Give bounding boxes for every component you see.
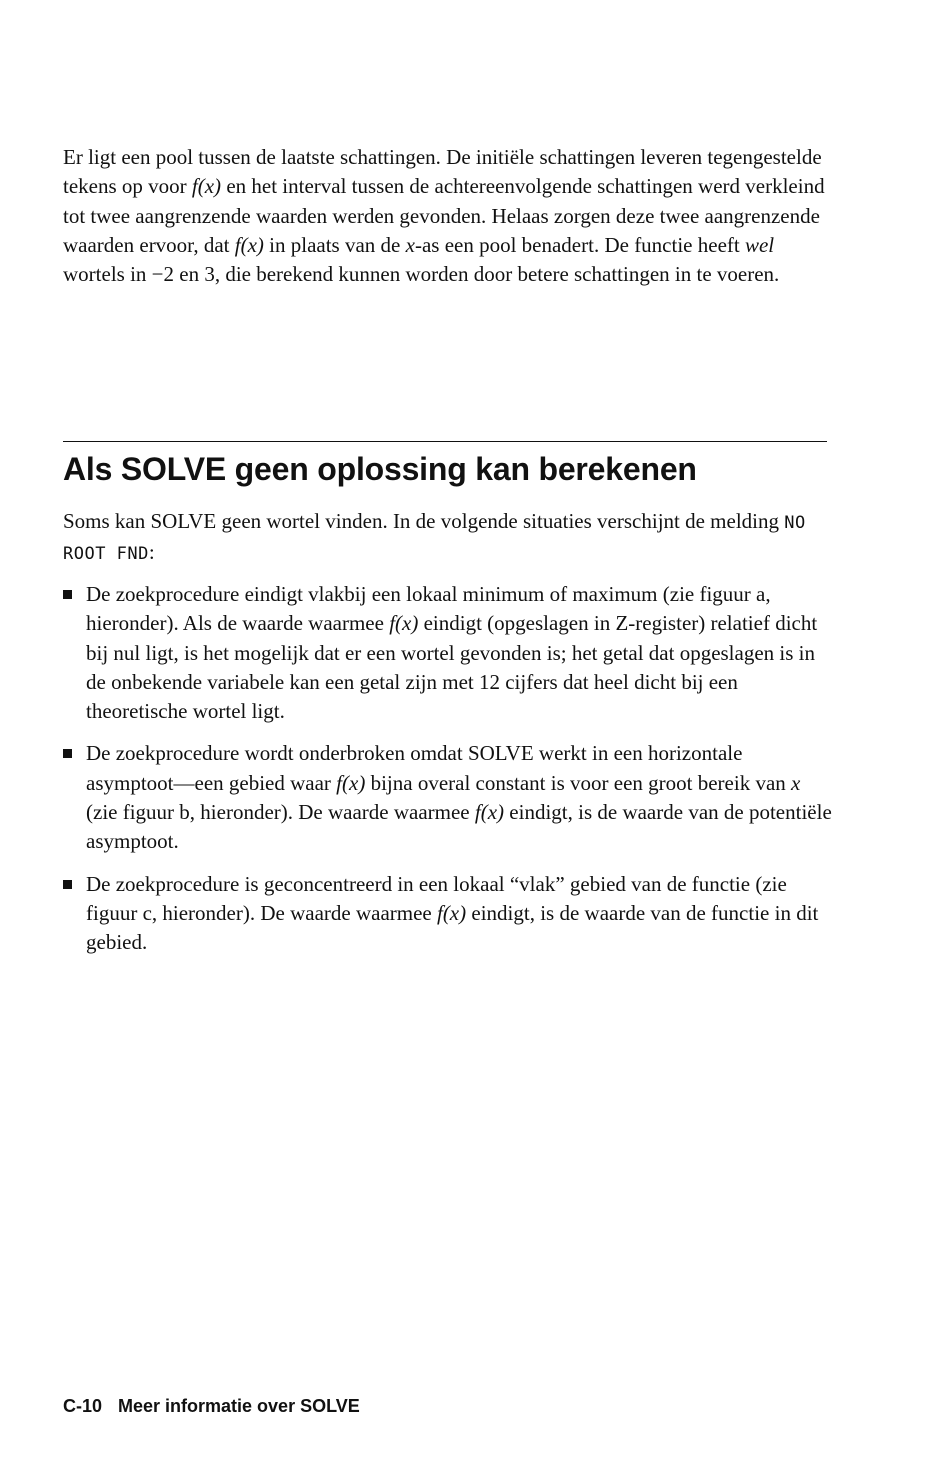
intro-function-fx: f(x) [191,174,222,199]
list-item-text: De zoekprocedure wordt onderbroken omdat SOLVE werkt in een horizontale asymptoot—een gebied waar [86,741,743,795]
square-bullet-icon [63,749,72,758]
section-lead-paragraph [63,507,838,570]
page-footer [63,1396,360,1417]
list-item [63,580,833,726]
list-item-text: eindigt (opgeslagen in Z-register) relatief dicht bij nul ligt, is het mogelijk dat er een wortel gevonden is; het getal dat opgeslagen is in de onbekende variabele kan een getal zijn met 12 cijfers dat heel dicht bij een theoretische wortel ligt. [86,611,818,724]
list-item-text: De zoekprocedure eindigt vlakbij een lokaal minimum of maximum (zie figuur a, hieronder). Als de waarde waarmee [86,582,771,636]
list-item-function-fx: f(x) [436,900,467,925]
intro-variable-x: x [405,232,415,257]
calculator-message: NO ROOT FND [63,513,806,565]
intro-paragraph [63,143,838,289]
list-item-text: bijna overal constant is voor een groot bereik van [365,770,792,795]
list-item-text: De zoekprocedure is geconcentreerd in een lokaal “vlak” gebied van de functie (zie figuur c, hieronder). De waarde waarmee [86,871,787,925]
list-item-function-fx: f(x) [474,800,505,825]
intro-text-1: Er ligt een pool tussen de laatste schattingen. De initiële schattingen leveren tegengestelde tekens op voor [63,145,822,199]
list-item-function-fx: f(x) [389,611,419,636]
intro-text-4: -as een pool benadert. De functie heeft [414,232,745,257]
intro-emphasis-wel: wel [744,232,775,257]
lead-colon: : [148,540,155,565]
list-item-text: (zie figuur b, hieronder). De waarde waarmee [86,800,475,825]
lead-text: Soms kan SOLVE geen wortel vinden. In de volgende situaties verschijnt de melding [63,509,785,533]
section-heading: Als SOLVE geen oplossing kan berekenen [63,451,697,487]
intro-text-2: en het interval tussen de achtereenvolgende schattingen werd verkleind tot twee aangrenzende waarden werden gevonden. Helaas zorgen deze twee aangrenzende waarden ervoor, dat [63,174,825,257]
intro-function-fx-2: f(x) [234,232,264,257]
square-bullet-icon [63,880,72,889]
chapter-title: Meer informatie over SOLVE [118,1396,360,1416]
list-item [63,739,833,856]
list-item [63,870,833,958]
intro-text-3: in plaats van de [263,232,406,257]
page-number: C-10 [63,1396,103,1416]
square-bullet-icon [63,590,72,599]
list-item-text: eindigt, is de waarde van de potentiële asymptoot. [86,800,832,854]
situation-list [63,580,833,971]
list-item-variable-x: x [791,770,801,795]
list-item-function-fx: f(x) [336,770,366,795]
intro-text-5: wortels in −2 en 3, die berekend kunnen worden door betere schattingen in te voeren. [63,262,780,287]
section-divider [63,441,827,442]
list-item-text: eindigt, is de waarde van de functie in dit gebied. [86,900,819,955]
